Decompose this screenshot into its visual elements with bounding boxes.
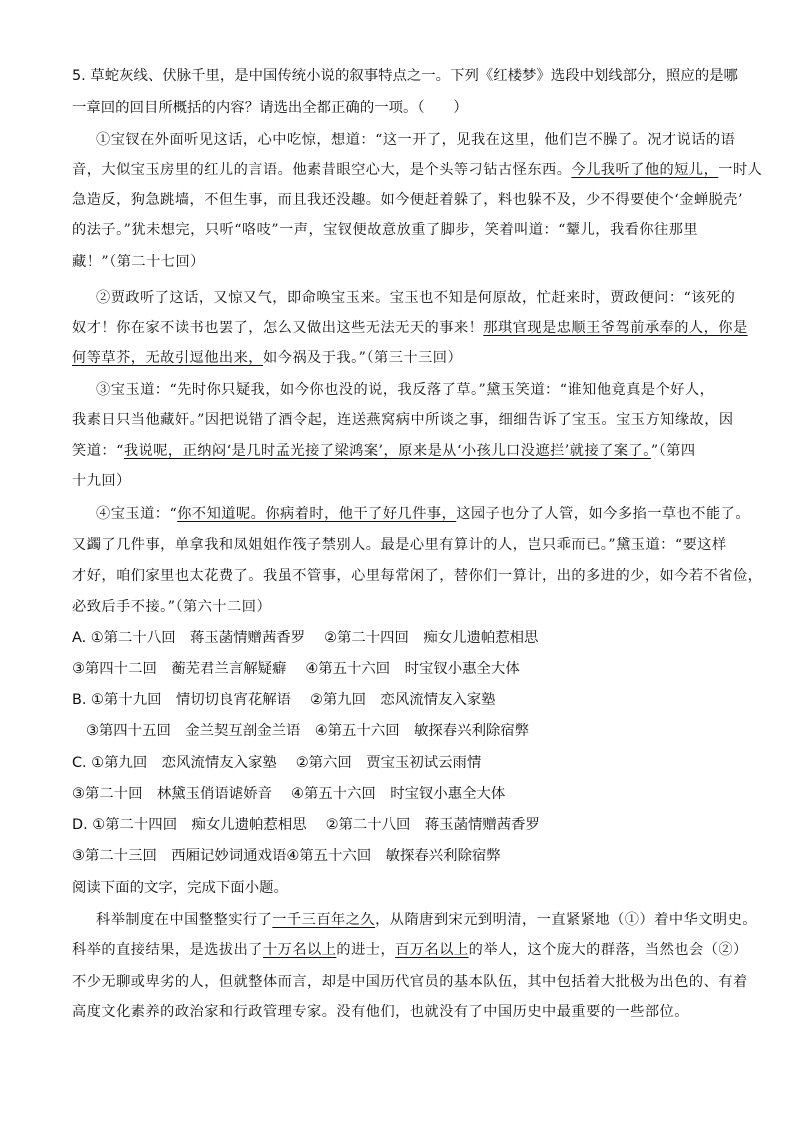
passage-4-line-1: ④宝玉道：“你不知道呢。你病着时，他干了好几件事，这园子也分了人管，如今多掐一草也不能了。 bbox=[96, 506, 751, 522]
passage-3-line-2: 我素日只当他藏奸。”因把说错了酒令起，连送燕窝病中所谈之事，细细告诉了宝玉。宝玉方知缘故，因 bbox=[72, 412, 734, 428]
underlined-text: 那琪官现是忠顺王爷驾前承奉的人，你是 bbox=[483, 320, 748, 336]
option-c-line-2: ③第二十回 林黛玉俏语谑娇音 ④第五十六回 时宝钗小惠全大体 bbox=[72, 786, 506, 802]
option-c-line-1: C. ①第九回 恋风流情友入家塾 ②第六回 贾宝玉初试云雨情 bbox=[72, 755, 482, 771]
reading-instruction: 阅读下面的文字，完成下面小题。 bbox=[72, 880, 288, 896]
reading-line-4: 高度文化素养的政治家和行政管理专家。没有他们，也就没有了中国历史中最重要的一些部位。 bbox=[72, 1004, 689, 1020]
reading-line-1: 科举制度在中国整整实行了一千三百年之久，从隋唐到宋元到明清，一直紧紧地（①）着中华文明史。 bbox=[96, 912, 757, 928]
question-stem-line-1: 5. 草蛇灰线、伏脉千里，是中国传统小说的叙事特点之一。下列《红楼梦》选段中划线部分，照应的是哪 bbox=[72, 68, 738, 84]
underlined-text: 你不知道呢。你病着时，他干了好几件事， bbox=[177, 506, 457, 522]
passage-1-line-5: 藏！”（第二十七回） bbox=[72, 254, 205, 270]
option-a-line-1: A. ①第二十八回 蒋玉菡情赠茜香罗 ②第二十四回 痴女儿遗帕惹相思 bbox=[72, 630, 539, 646]
underlined-text: 一千三百年之久 bbox=[272, 912, 376, 928]
underlined-text: 今儿我听了他的短儿， bbox=[571, 162, 719, 178]
option-b-line-1: B. ①第十九回 情切切良宵花解语 ②第九回 恋风流情友入家塾 bbox=[72, 692, 496, 708]
passage-2-line-2: 奴才！你在家不读书也罢了，怎么又做出这些无法无天的事来！那琪官现是忠顺王爷驾前承奉的人，你是 bbox=[72, 320, 748, 336]
reading-line-2: 科举的直接结果，是选拔出了十万名以上的进士，百万名以上的举人，这个庞大的群落，当然也会（②） bbox=[72, 942, 748, 958]
underlined-text: 何等草芥，无故引逗他出来， bbox=[72, 350, 263, 366]
underlined-text: 百万名以上 bbox=[395, 942, 469, 958]
passage-4-line-4: 必致后手不接。”（第六十二回） bbox=[72, 599, 272, 615]
passage-3-line-1: ③宝玉道：“先时你只疑我，如今你也没的说，我反落了草。”黛玉笑道：“谁知他竟真是个好人， bbox=[96, 382, 715, 398]
passage-3-line-4: 十九回） bbox=[72, 473, 131, 489]
option-b-line-2: ③第四十五回 金兰契互剖金兰语 ④第五十六回 敏探春兴利除宿弊 bbox=[86, 723, 530, 739]
underlined-text: 十万名以上 bbox=[262, 942, 337, 958]
passage-3-line-3: 笑道：“我说呢，正纳闷‘是几时孟光接了梁鸿案’，原来是从‘小孩儿口没遮拦’就接了案了。”（第四 bbox=[72, 443, 696, 459]
underlined-text: 我说呢，正纳闷‘是几时孟光接了梁鸿案’，原来是从‘小孩儿口没遮拦’就接了案了。 bbox=[123, 443, 651, 459]
passage-1-line-4: 的法子。”犹未想完，只听“咯吱”一声，宝钗便故意放重了脚步，笑着叫道：“颦儿，我看你往那里 bbox=[72, 222, 699, 238]
passage-1-line-2: 音，大似宝玉房里的红儿的言语。他素昔眼空心大，是个头等刁钻古怪东西。今儿我听了他的短儿，一时人 bbox=[72, 162, 763, 178]
question-stem-line-2: 一章回的回目所概括的内容？请选出全都正确的一项。（ ） bbox=[72, 100, 468, 116]
passage-1-line-3: 急造反，狗急跳墙，不但生事，而且我还没趣。如今便赶着躲了，料也躲不及，少不得要使个‘金蝉脱壳’ bbox=[72, 192, 743, 208]
passage-2-line-1: ②贾政听了这话，又惊又气，即命唤宝玉来。宝玉也不知是何原故，忙赶来时，贾政便问：“该死的 bbox=[96, 290, 736, 306]
passage-2-line-3: 何等草芥，无故引逗他出来，如今祸及于我。”（第三十三回） bbox=[72, 350, 463, 366]
reading-line-3: 不少无聊或卑劣的人，但就整体而言，却是中国历代官员的基本队伍，其中包括着大批极为出色的、有着 bbox=[72, 974, 748, 990]
option-a-line-2: ③第四十二回 蘅芜君兰言解疑癖 ④第五十六回 时宝钗小惠全大体 bbox=[72, 661, 520, 677]
option-d-line-1: D. ①第二十四回 痴女儿遗帕惹相思 ②第二十八回 蒋玉菡情赠茜香罗 bbox=[72, 817, 540, 833]
passage-4-line-3: 才好，咱们家里也太花费了。我虽不管事，心里每常闲了，替你们一算计，出的多进的少，如今若不省俭， bbox=[72, 568, 763, 584]
passage-1-line-1: ①宝钗在外面听见这话，心中吃惊，想道：“这一开了，见我在这里，他们岂不臊了。况才说话的语 bbox=[96, 132, 736, 148]
passage-4-line-2: 又蠲了几件事，单拿我和凤姐姐作筏子禁别人。最是心里有算计的人，岂只乖而已。”黛玉道：“要这样 bbox=[72, 537, 727, 553]
option-d-line-2: ③第二十三回 西厢记妙词通戏语④第五十六回 敏探春兴利除宿弊 bbox=[72, 848, 501, 864]
